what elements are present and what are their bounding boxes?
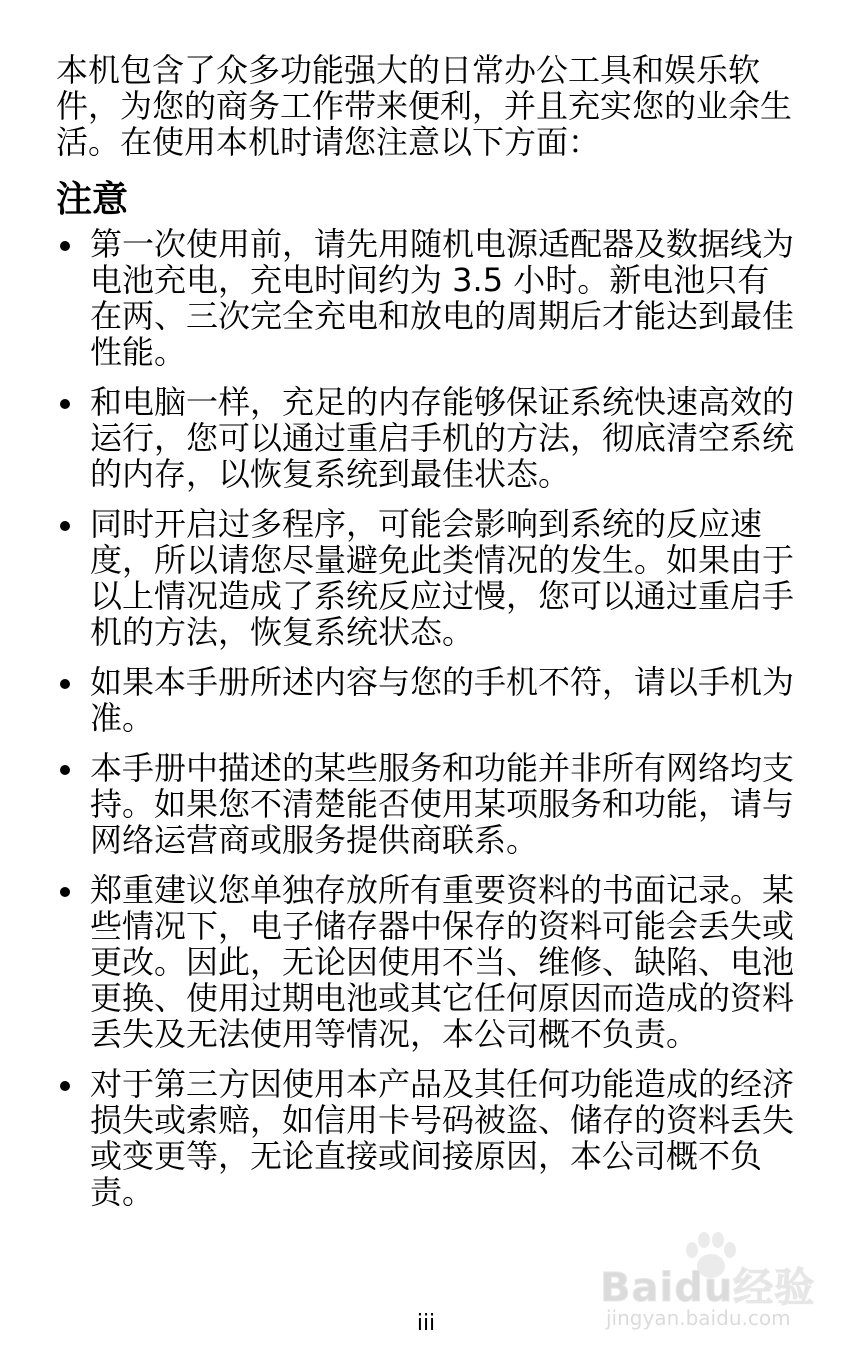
bullet-list — [56, 226, 800, 1210]
bullet-dot-icon — [60, 679, 70, 689]
bullet-item — [56, 226, 800, 370]
bullet-item — [56, 664, 800, 736]
watermark-url: jingyan.baidu.com — [606, 1306, 791, 1330]
page-number: iii — [416, 1311, 436, 1336]
bullet-text: 郑重建议您单独存放所有重要资料的书面记录。某些情况下，电子储存器中保存的资料可能会丢失或更改。因此，无论因使用不当、维修、缺陷、电池更换、使用过期电池或其它任何原因而造成的资料丢失及无法使用等情况，本公司概不负责。 — [90, 871, 795, 1053]
bullet-text: 对于第三方因使用本产品及其任何功能造成的经济损失或索赔，如信用卡号码被盗、储存的资料丢失或变更等，无论直接或间接原因，本公司概不负责。 — [90, 1065, 795, 1211]
bullet-text: 第一次使用前，请先用随机电源适配器及数据线为电池充电，充电时间约为 3.5 小时。新电池只有在两、三次完全充电和放电的周期后才能达到最佳性能。 — [90, 225, 795, 371]
bullet-dot-icon — [60, 765, 70, 775]
bullet-item — [56, 872, 800, 1052]
bullet-item — [56, 384, 800, 492]
bullet-dot-icon — [60, 399, 70, 409]
bullet-text: 本手册中描述的某些服务和功能并非所有网络均支持。如果您不清楚能否使用某项服务和功能，请与网络运营商或服务提供商联系。 — [90, 749, 795, 859]
bullet-text: 和电脑一样，充足的内存能够保证系统快速高效的运行，您可以通过重启手机的方法，彻底清空系统的内存，以恢复系统到最佳状态。 — [90, 383, 795, 493]
bullet-dot-icon — [60, 1081, 70, 1091]
bullet-text: 如果本手册所述内容与您的手机不符，请以手机为准。 — [90, 663, 795, 737]
bullet-item — [56, 506, 800, 650]
bullet-item — [56, 750, 800, 858]
bullet-text: 同时开启过多程序，可能会影响到系统的反应速度，所以请您尽量避免此类情况的发生。如果由于以上情况造成了系统反应过慢，您可以通过重启手机的方法，恢复系统状态。 — [90, 505, 795, 651]
bullet-dot-icon — [60, 887, 70, 897]
bullet-item — [56, 1066, 800, 1210]
intro-paragraph: 本机包含了众多功能强大的日常办公工具和娱乐软件，为您的商务工作带来便利，并且充实您的业余生活。在使用本机时请您注意以下方面： — [56, 51, 793, 161]
watermark-brand: Baidu经验 — [600, 1265, 816, 1311]
section-heading: 注意 — [56, 179, 129, 220]
bullet-dot-icon — [60, 241, 70, 251]
bullet-dot-icon — [60, 521, 70, 531]
document-page — [56, 52, 800, 1224]
